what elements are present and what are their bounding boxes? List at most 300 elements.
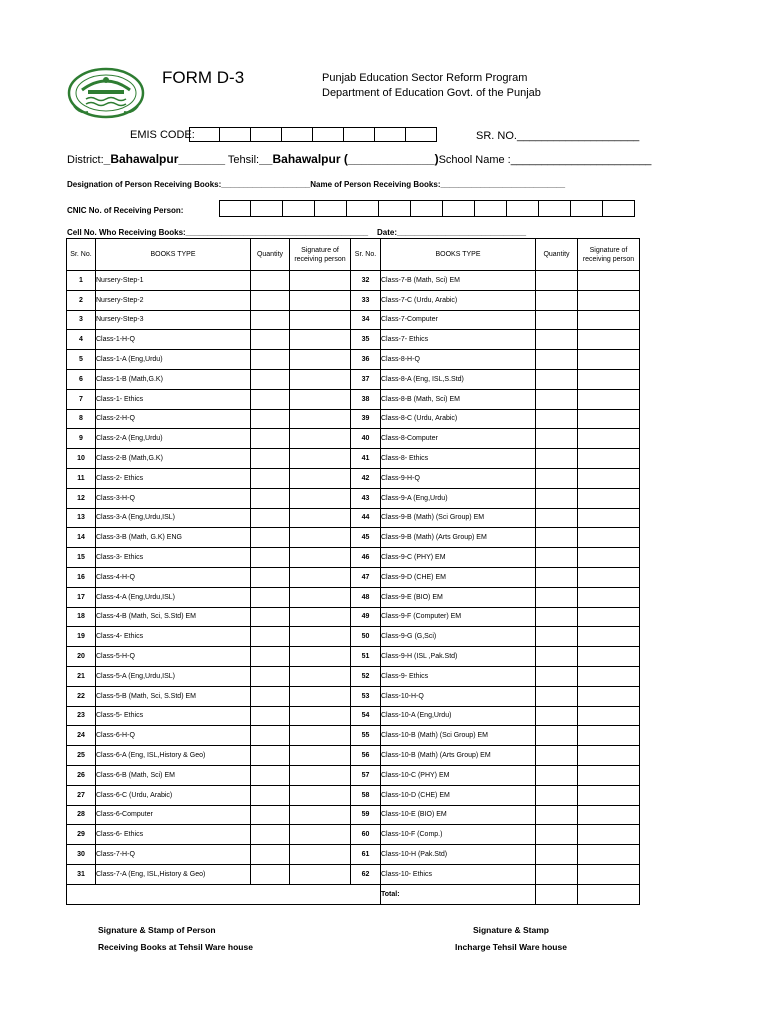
cnic-digit-box[interactable]: [379, 200, 411, 217]
book-type-cell: Class-9-G (G,Sci): [381, 627, 536, 647]
col-header-signature: Signature of receiving person: [290, 239, 351, 271]
table-row: [67, 330, 640, 350]
signature-cell[interactable]: [290, 271, 351, 291]
signature-cell[interactable]: [578, 785, 640, 805]
book-type-cell: Class-10-H (Pak.Std): [381, 845, 536, 865]
book-type-cell: Class-1- Ethics: [96, 389, 251, 409]
signature-cell[interactable]: [578, 548, 640, 568]
signature-cell[interactable]: [578, 686, 640, 706]
signature-cell[interactable]: [578, 765, 640, 785]
cnic-digit-box[interactable]: [475, 200, 507, 217]
sr-no-cell: 47: [351, 567, 381, 587]
sr-no-cell: 38: [351, 389, 381, 409]
book-type-cell: Class-3-A (Eng,Urdu,ISL): [96, 508, 251, 528]
book-type-cell: Class-7-C (Urdu, Arabic): [381, 290, 536, 310]
quantity-cell[interactable]: [536, 765, 578, 785]
signature-cell[interactable]: [578, 587, 640, 607]
sr-no-cell: 26: [67, 765, 96, 785]
signature-cell[interactable]: [290, 369, 351, 389]
table-row: [67, 567, 640, 587]
sr-no-cell: 30: [67, 845, 96, 865]
quantity-cell[interactable]: [536, 686, 578, 706]
sr-no-cell: 61: [351, 845, 381, 865]
signature-cell[interactable]: [578, 607, 640, 627]
book-type-cell: Class-9-C (PHY) EM: [381, 548, 536, 568]
emis-digit-box[interactable]: [344, 127, 375, 142]
signature-cell[interactable]: [578, 726, 640, 746]
book-type-cell: Class-6-Computer: [96, 805, 251, 825]
signature-cell[interactable]: [290, 468, 351, 488]
sr-no-cell: 27: [67, 785, 96, 805]
quantity-cell[interactable]: [251, 330, 290, 350]
signature-cell[interactable]: [290, 290, 351, 310]
sr-no-cell: 34: [351, 310, 381, 330]
cell-date-line[interactable]: Cell No. Who Receiving Books:_________________________________________ Date:_____________________________: [67, 228, 527, 237]
quantity-cell[interactable]: [536, 508, 578, 528]
book-type-cell: Class-9-B (Math) (Arts Group) EM: [381, 528, 536, 548]
signature-cell[interactable]: [578, 488, 640, 508]
col-header-signature: Signature of receiving person: [578, 239, 640, 271]
quantity-cell[interactable]: [251, 825, 290, 845]
sr-no-cell: 24: [67, 726, 96, 746]
quantity-cell[interactable]: [251, 726, 290, 746]
book-type-cell: Class-8-A (Eng, ISL,S.Std): [381, 369, 536, 389]
quantity-cell[interactable]: [536, 548, 578, 568]
org-line-1: Punjab Education Sector Reform Program: [322, 72, 528, 84]
quantity-cell[interactable]: [251, 310, 290, 330]
signature-cell[interactable]: [578, 271, 640, 291]
organization-heading: [322, 71, 541, 101]
signature-cell[interactable]: [578, 389, 640, 409]
cnic-digit-box[interactable]: [251, 200, 283, 217]
sr-no-cell: 15: [67, 548, 96, 568]
cnic-digit-box[interactable]: [507, 200, 539, 217]
signature-cell[interactable]: [290, 508, 351, 528]
table-row: [67, 350, 640, 370]
emis-digit-box[interactable]: [220, 127, 251, 142]
book-type-cell: Class-4-H-Q: [96, 567, 251, 587]
signature-cell[interactable]: [290, 864, 351, 884]
signature-cell[interactable]: [578, 508, 640, 528]
quantity-cell[interactable]: [536, 647, 578, 667]
table-row: [67, 765, 640, 785]
emis-code-label: EMIS CODE:: [130, 129, 195, 141]
book-type-cell: Class-7-A (Eng, ISL,History & Geo): [96, 864, 251, 884]
signature-cell[interactable]: [578, 627, 640, 647]
book-type-cell: Class-8-B (Math, Sci) EM: [381, 389, 536, 409]
book-type-cell: Class-5- Ethics: [96, 706, 251, 726]
table-row: [67, 785, 640, 805]
sr-no-cell: 4: [67, 330, 96, 350]
table-row: [67, 805, 640, 825]
quantity-cell[interactable]: [251, 785, 290, 805]
quantity-cell[interactable]: [251, 528, 290, 548]
table-header-row: [67, 239, 640, 271]
sr-no-cell: 44: [351, 508, 381, 528]
signature-cell[interactable]: [290, 548, 351, 568]
sr-no-cell: 6: [67, 369, 96, 389]
signature-cell[interactable]: [290, 706, 351, 726]
total-signature-cell[interactable]: [578, 884, 640, 904]
quantity-cell[interactable]: [536, 666, 578, 686]
signature-cell[interactable]: [578, 647, 640, 667]
book-type-cell: Class-9-H-Q: [381, 468, 536, 488]
table-row: [67, 607, 640, 627]
sr-no-cell: 22: [67, 686, 96, 706]
col-header-sr-no: Sr. No.: [67, 239, 96, 271]
signature-cell[interactable]: [290, 350, 351, 370]
total-row: [67, 884, 640, 904]
sig-left-line-2: Receiving Books at Tehsil Ware house: [98, 942, 253, 952]
quantity-cell[interactable]: [251, 706, 290, 726]
book-type-cell: Class-1-A (Eng,Urdu): [96, 350, 251, 370]
book-type-cell: Class-1-B (Math,G.K): [96, 369, 251, 389]
signature-incharge: [455, 922, 567, 956]
signature-cell[interactable]: [578, 449, 640, 469]
quantity-cell[interactable]: [536, 389, 578, 409]
school-name-field[interactable]: School Name :_______________________: [438, 154, 652, 166]
books-table: [66, 238, 640, 905]
quantity-cell[interactable]: [536, 864, 578, 884]
sr-no-cell: 45: [351, 528, 381, 548]
table-row: [67, 627, 640, 647]
table-row: [67, 271, 640, 291]
signature-cell[interactable]: [578, 330, 640, 350]
signature-cell[interactable]: [290, 686, 351, 706]
quantity-cell[interactable]: [251, 607, 290, 627]
sr-no-cell: 39: [351, 409, 381, 429]
quantity-cell[interactable]: [536, 607, 578, 627]
sr-no-cell: 31: [67, 864, 96, 884]
sr-no-field[interactable]: SR. NO.____________________: [476, 130, 640, 142]
table-row: [67, 587, 640, 607]
book-type-cell: Class-4-A (Eng,Urdu,ISL): [96, 587, 251, 607]
org-line-2: Department of Education Govt. of the Punjab: [322, 87, 541, 99]
quantity-cell[interactable]: [536, 488, 578, 508]
designation-name-line[interactable]: Designation of Person Receiving Books:____________________Name of Person Receiving Books:____________________________: [67, 180, 566, 189]
quantity-cell[interactable]: [536, 567, 578, 587]
signature-cell[interactable]: [578, 706, 640, 726]
cnic-digit-box[interactable]: [443, 200, 475, 217]
emis-digit-box[interactable]: [313, 127, 344, 142]
sr-no-cell: 49: [351, 607, 381, 627]
cnic-label: CNIC No. of Receiving Person:: [67, 206, 184, 215]
signature-cell[interactable]: [578, 845, 640, 865]
quantity-cell[interactable]: [251, 449, 290, 469]
sr-no-cell: 58: [351, 785, 381, 805]
book-type-cell: Class-7-Computer: [381, 310, 536, 330]
form-title: FORM D-3: [162, 68, 245, 87]
sr-no-cell: 9: [67, 429, 96, 449]
sr-no-cell: 21: [67, 666, 96, 686]
signature-cell[interactable]: [290, 429, 351, 449]
emis-digit-box[interactable]: [189, 127, 220, 142]
district-value[interactable]: _Bahawalpur_______: [103, 152, 226, 166]
sr-no-cell: 33: [351, 290, 381, 310]
signature-cell[interactable]: [290, 567, 351, 587]
quantity-cell[interactable]: [251, 587, 290, 607]
quantity-cell[interactable]: [536, 845, 578, 865]
book-type-cell: Class-10-B (Math) (Arts Group) EM: [381, 746, 536, 766]
signature-cell[interactable]: [290, 666, 351, 686]
quantity-cell[interactable]: [251, 271, 290, 291]
quantity-cell[interactable]: [536, 429, 578, 449]
book-type-cell: Class-10-D (CHE) EM: [381, 785, 536, 805]
quantity-cell[interactable]: [251, 805, 290, 825]
quantity-cell[interactable]: [536, 528, 578, 548]
quantity-cell[interactable]: [251, 746, 290, 766]
sr-no-cell: 19: [67, 627, 96, 647]
quantity-cell[interactable]: [251, 369, 290, 389]
book-type-cell: Class-5-A (Eng,Urdu,ISL): [96, 666, 251, 686]
book-type-cell: Nursery-Step-3: [96, 310, 251, 330]
tehsil-value[interactable]: __Bahawalpur (_____________): [259, 152, 439, 166]
book-type-cell: Class-9-F (Computer) EM: [381, 607, 536, 627]
emis-digit-box[interactable]: [375, 127, 406, 142]
book-type-cell: Class-8-H-Q: [381, 350, 536, 370]
table-row: [67, 528, 640, 548]
book-type-cell: Class-6-B (Math, Sci) EM: [96, 765, 251, 785]
book-type-cell: Class-10-E (BIO) EM: [381, 805, 536, 825]
quantity-cell[interactable]: [536, 825, 578, 845]
total-quantity-cell[interactable]: [536, 884, 578, 904]
quantity-cell[interactable]: [536, 805, 578, 825]
signature-cell[interactable]: [290, 449, 351, 469]
table-row: [67, 548, 640, 568]
signature-cell[interactable]: [290, 746, 351, 766]
book-type-cell: Class-8- Ethics: [381, 449, 536, 469]
quantity-cell[interactable]: [536, 706, 578, 726]
quantity-cell[interactable]: [251, 647, 290, 667]
signature-cell[interactable]: [290, 785, 351, 805]
signature-cell[interactable]: [290, 310, 351, 330]
quantity-cell[interactable]: [251, 429, 290, 449]
quantity-cell[interactable]: [251, 350, 290, 370]
cnic-digit-box[interactable]: [219, 200, 251, 217]
sr-no-cell: 53: [351, 686, 381, 706]
sr-no-cell: 14: [67, 528, 96, 548]
book-type-cell: Class-6-H-Q: [96, 726, 251, 746]
book-type-cell: Class-8-C (Urdu, Arabic): [381, 409, 536, 429]
book-type-cell: Class-2-B (Math,G.K): [96, 449, 251, 469]
table-row: [67, 389, 640, 409]
cnic-digit-box[interactable]: [411, 200, 443, 217]
sr-no-cell: 55: [351, 726, 381, 746]
sr-no-cell: 3: [67, 310, 96, 330]
book-type-cell: Class-6- Ethics: [96, 825, 251, 845]
book-type-cell: Class-10-B (Math) (Sci Group) EM: [381, 726, 536, 746]
sr-no-cell: 36: [351, 350, 381, 370]
quantity-cell[interactable]: [251, 290, 290, 310]
signature-cell[interactable]: [578, 350, 640, 370]
book-type-cell: Class-6-C (Urdu, Arabic): [96, 785, 251, 805]
sr-no-cell: 43: [351, 488, 381, 508]
book-type-cell: Class-9-A (Eng,Urdu): [381, 488, 536, 508]
book-type-cell: Class-2-A (Eng,Urdu): [96, 429, 251, 449]
cnic-digit-box[interactable]: [315, 200, 347, 217]
signature-cell[interactable]: [578, 429, 640, 449]
quantity-cell[interactable]: [251, 409, 290, 429]
signature-person-receiving: [98, 922, 253, 956]
book-type-cell: Class-4-B (Math, Sci, S.Std) EM: [96, 607, 251, 627]
sr-no-cell: 57: [351, 765, 381, 785]
signature-cell[interactable]: [290, 825, 351, 845]
signature-cell[interactable]: [290, 607, 351, 627]
district-label: District:: [67, 154, 104, 166]
sr-no-cell: 35: [351, 330, 381, 350]
table-row: [67, 369, 640, 389]
sr-no-cell: 7: [67, 389, 96, 409]
table-row: [67, 686, 640, 706]
signature-cell[interactable]: [578, 290, 640, 310]
quantity-cell[interactable]: [251, 864, 290, 884]
signature-cell[interactable]: [578, 409, 640, 429]
sr-no-cell: 5: [67, 350, 96, 370]
book-type-cell: Class-3- Ethics: [96, 548, 251, 568]
cnic-boxes[interactable]: [219, 200, 635, 217]
signature-cell[interactable]: [578, 864, 640, 884]
book-type-cell: Class-8-Computer: [381, 429, 536, 449]
quantity-cell[interactable]: [251, 845, 290, 865]
signature-cell[interactable]: [578, 825, 640, 845]
table-row: [67, 409, 640, 429]
sr-no-cell: 10: [67, 449, 96, 469]
quantity-cell[interactable]: [536, 468, 578, 488]
book-type-cell: Class-9- Ethics: [381, 666, 536, 686]
quantity-cell[interactable]: [536, 449, 578, 469]
signature-cell[interactable]: [290, 845, 351, 865]
book-type-cell: Class-3-H-Q: [96, 488, 251, 508]
col-header-quantity: Quantity: [536, 239, 578, 271]
quantity-cell[interactable]: [536, 271, 578, 291]
quantity-cell[interactable]: [536, 350, 578, 370]
sr-no-cell: 59: [351, 805, 381, 825]
quantity-cell[interactable]: [251, 666, 290, 686]
book-type-cell: Class-5-B (Math, Sci, S.Std) EM: [96, 686, 251, 706]
book-type-cell: Class-7-H-Q: [96, 845, 251, 865]
table-row: [67, 488, 640, 508]
cnic-digit-box[interactable]: [347, 200, 379, 217]
book-type-cell: Class-10- Ethics: [381, 864, 536, 884]
sr-no-cell: 16: [67, 567, 96, 587]
sr-no-cell: 62: [351, 864, 381, 884]
sr-no-cell: 20: [67, 647, 96, 667]
emis-digit-box[interactable]: [282, 127, 313, 142]
quantity-cell[interactable]: [536, 330, 578, 350]
signature-cell[interactable]: [578, 468, 640, 488]
sr-no-cell: 40: [351, 429, 381, 449]
signature-cell[interactable]: [578, 528, 640, 548]
sr-no-cell: 56: [351, 746, 381, 766]
sr-no-cell: 2: [67, 290, 96, 310]
quantity-cell[interactable]: [251, 686, 290, 706]
quantity-cell[interactable]: [536, 785, 578, 805]
signature-cell[interactable]: [290, 627, 351, 647]
signature-cell[interactable]: [290, 409, 351, 429]
cnic-digit-box[interactable]: [603, 200, 635, 217]
sr-no-cell: 48: [351, 587, 381, 607]
signature-cell[interactable]: [578, 666, 640, 686]
signature-cell[interactable]: [578, 567, 640, 587]
quantity-cell[interactable]: [536, 587, 578, 607]
emis-digit-box[interactable]: [251, 127, 282, 142]
sr-no-cell: 50: [351, 627, 381, 647]
quantity-cell[interactable]: [251, 389, 290, 409]
sr-no-cell: 18: [67, 607, 96, 627]
signature-cell[interactable]: [290, 528, 351, 548]
total-label: Total:: [381, 884, 536, 904]
book-type-cell: Class-6-A (Eng, ISL,History & Geo): [96, 746, 251, 766]
quantity-cell[interactable]: [536, 310, 578, 330]
quantity-cell[interactable]: [536, 746, 578, 766]
sr-no-cell: 32: [351, 271, 381, 291]
table-row: [67, 726, 640, 746]
tehsil-label: Tehsil:: [225, 154, 260, 166]
quantity-cell[interactable]: [536, 409, 578, 429]
quantity-cell[interactable]: [251, 567, 290, 587]
col-header-books-type: BOOKS TYPE: [381, 239, 536, 271]
signature-cell[interactable]: [578, 805, 640, 825]
quantity-cell[interactable]: [536, 726, 578, 746]
signature-cell[interactable]: [290, 488, 351, 508]
table-row: [67, 290, 640, 310]
quantity-cell[interactable]: [251, 508, 290, 528]
quantity-cell[interactable]: [251, 488, 290, 508]
sig-left-line-1: Signature & Stamp of Person: [98, 925, 216, 935]
cnic-digit-box[interactable]: [283, 200, 315, 217]
cnic-digit-box[interactable]: [571, 200, 603, 217]
signature-cell[interactable]: [290, 330, 351, 350]
table-row: [67, 647, 640, 667]
table-row: [67, 429, 640, 449]
book-type-cell: Class-9-B (Math) (Sci Group) EM: [381, 508, 536, 528]
sr-no-cell: 37: [351, 369, 381, 389]
col-header-sr-no: Sr. No.: [351, 239, 381, 271]
quantity-cell[interactable]: [251, 548, 290, 568]
cnic-digit-box[interactable]: [539, 200, 571, 217]
signature-cell[interactable]: [290, 726, 351, 746]
table-row: [67, 449, 640, 469]
emis-code-boxes[interactable]: [189, 127, 437, 142]
sr-no-cell: 28: [67, 805, 96, 825]
sig-right-line-2: Incharge Tehsil Ware house: [455, 942, 567, 952]
quantity-cell[interactable]: [251, 627, 290, 647]
table-row: [67, 706, 640, 726]
book-type-cell: Class-5-H-Q: [96, 647, 251, 667]
signature-cell[interactable]: [578, 310, 640, 330]
book-type-cell: Nursery-Step-2: [96, 290, 251, 310]
signature-cell[interactable]: [578, 746, 640, 766]
quantity-cell[interactable]: [536, 290, 578, 310]
sr-no-cell: 42: [351, 468, 381, 488]
signature-cell[interactable]: [578, 369, 640, 389]
quantity-cell[interactable]: [251, 468, 290, 488]
signature-cell[interactable]: [290, 805, 351, 825]
table-row: [67, 864, 640, 884]
quantity-cell[interactable]: [251, 765, 290, 785]
emis-digit-box[interactable]: [406, 127, 437, 142]
signature-cell[interactable]: [290, 647, 351, 667]
quantity-cell[interactable]: [536, 369, 578, 389]
quantity-cell[interactable]: [536, 627, 578, 647]
book-type-cell: Class-7-B (Math, Sci) EM: [381, 271, 536, 291]
book-type-cell: Class-10-H-Q: [381, 686, 536, 706]
signature-cell[interactable]: [290, 389, 351, 409]
signature-cell[interactable]: [290, 587, 351, 607]
book-type-cell: Class-4- Ethics: [96, 627, 251, 647]
table-row: [67, 508, 640, 528]
signature-cell[interactable]: [290, 765, 351, 785]
